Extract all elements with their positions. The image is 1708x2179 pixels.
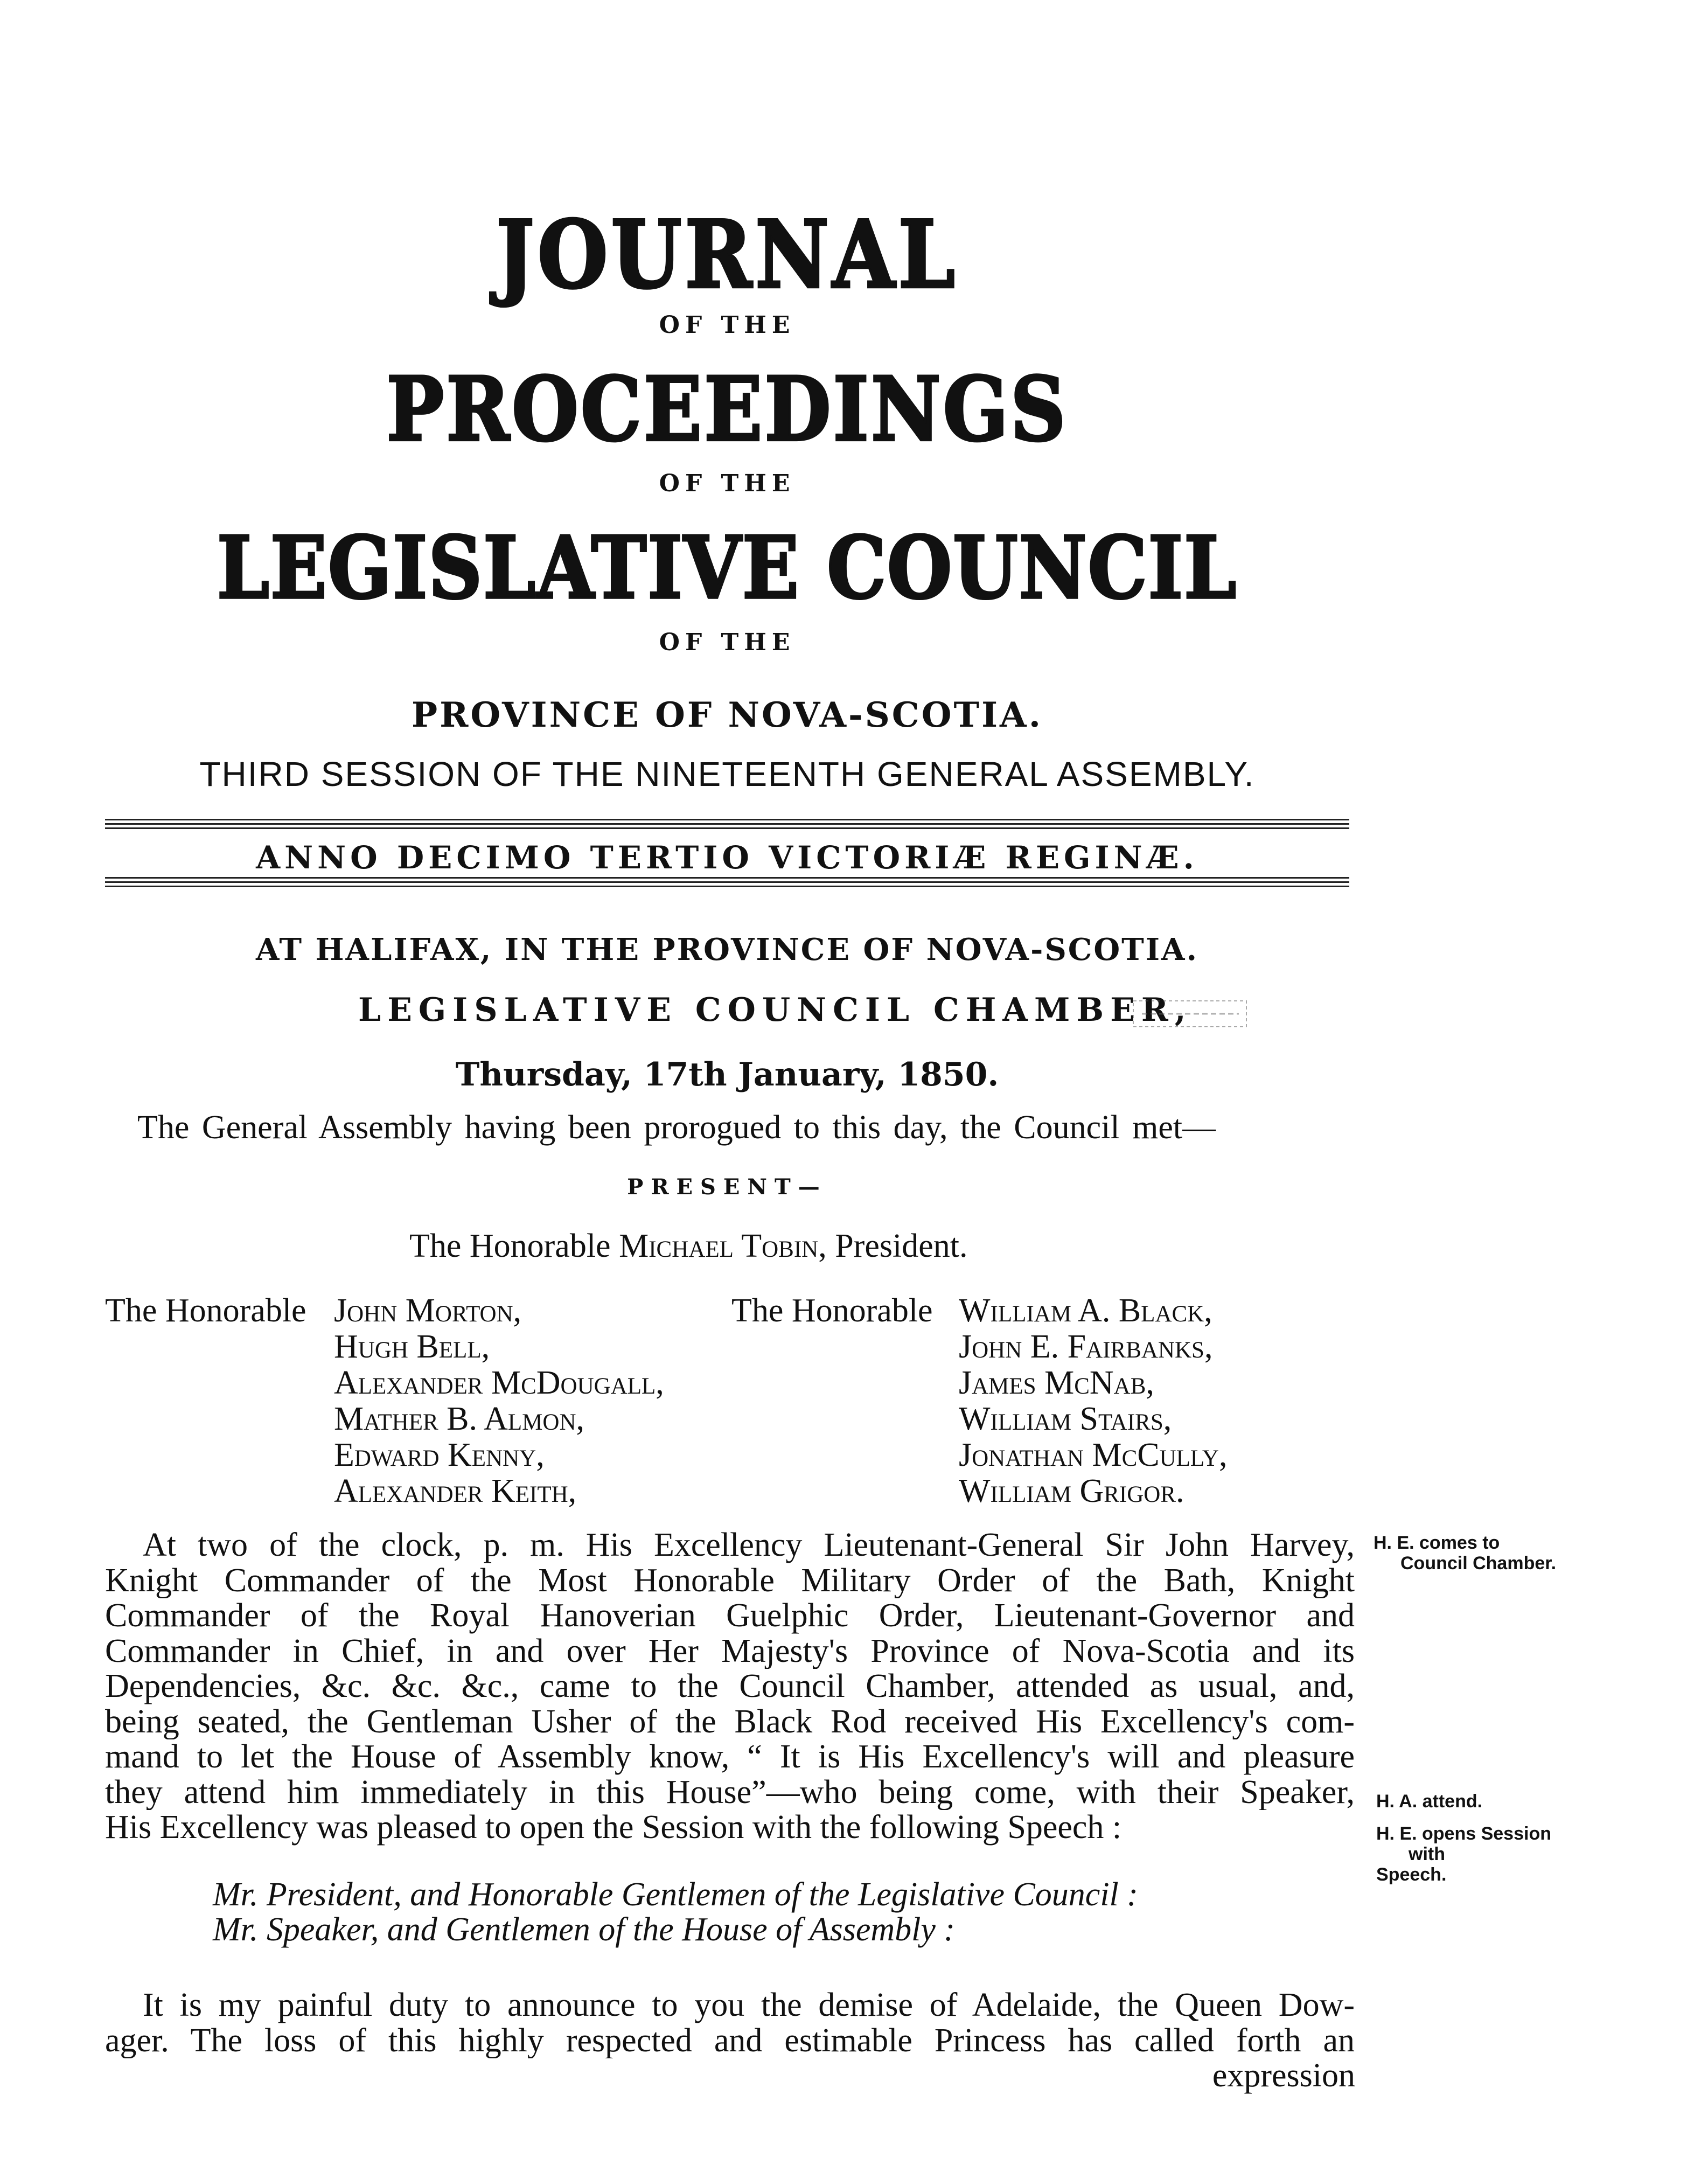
members-right-prefix: The Honorable [731, 1292, 933, 1329]
address-council: Mr. President, and Honorable Gentlemen of the Legislative Council : [213, 1876, 1138, 1913]
of-the-line-3: OF THE [659, 629, 796, 656]
place-heading: AT HALIFAX, IN THE PROVINCE OF NOVA-SCOTIA. [256, 932, 1198, 967]
members-right-list [959, 1293, 1227, 1509]
members-left-list [334, 1293, 664, 1509]
member-name: Hugh Bell, [334, 1328, 490, 1365]
province-heading: PROVINCE OF NOVA-SCOTIA. [412, 695, 1043, 735]
top-double-rule [105, 819, 1349, 832]
legislative-council-title: LEGISLATIVE COUNCIL [217, 517, 1238, 618]
paragraph-line: ager. The loss of this highly respected and estimable Princess has called forth an [105, 2023, 1355, 2058]
of-the-line-2: OF THE [659, 470, 796, 497]
paragraph-line: His Excellency was pleased to open the Session with the following Speech : [105, 1810, 1122, 1846]
anno-heading: ANNO DECIMO TERTIO VICTORIÆ REGINÆ. [256, 839, 1198, 876]
member-name: John E. Fairbanks, [959, 1328, 1213, 1365]
of-the-line-1: OF THE [659, 311, 796, 339]
paragraph-line: Commander in Chief, in and over Her Majesty's Province of Nova-Scotia and its [105, 1633, 1355, 1669]
address-assembly: Mr. Speaker, and Gentlemen of the House of Assembly : [213, 1911, 956, 1948]
paragraph-line: At two of the clock, p. m. His Excellency Lieutenant-General Sir John Harvey, [143, 1528, 1355, 1563]
margin-note-line: with [1409, 1844, 1445, 1864]
margin-note-line: H. E. opens Session [1376, 1823, 1551, 1844]
member-name: John Morton, [334, 1292, 522, 1329]
bottom-double-rule [105, 877, 1349, 890]
president-suffix: , President. [818, 1228, 968, 1264]
president-name: Michael Tobin [619, 1228, 819, 1264]
margin-note-comes-to-chamber [1374, 1533, 1556, 1574]
margin-note-line: Council Chamber. [1400, 1553, 1557, 1574]
president-prefix: The Honorable [409, 1228, 619, 1264]
margin-note-house-attends: H. A. attend. [1376, 1791, 1483, 1812]
paragraph-arrival [105, 1528, 1355, 1846]
members-left-prefix: The Honorable [105, 1292, 306, 1329]
president-line [409, 1227, 967, 1265]
date-heading: Thursday, 17th January, 1850. [455, 1056, 999, 1094]
margin-note-line: Speech. [1376, 1864, 1447, 1885]
member-name: William Grigor. [959, 1473, 1184, 1509]
present-label: PRESENT— [627, 1174, 827, 1200]
paragraph-line: mand to let the House of Assembly know, “ It is His Excellency's will and pleasure [105, 1739, 1355, 1775]
proceedings-title: PROCEEDINGS [386, 358, 1068, 461]
paragraph-line: Commander of the Royal Hanoverian Guelphic Order, Lieutenant-Governor and [105, 1598, 1355, 1634]
chamber-heading: LEGISLATIVE COUNCIL CHAMBER, [358, 991, 1193, 1029]
paragraph-line: It is my painful duty to announce to you the demise of Adelaide, the Queen Dow- [143, 1988, 1355, 2023]
faded-stamp-mark [1131, 998, 1250, 1030]
member-name: William A. Black, [959, 1292, 1212, 1329]
catchword: expression [1212, 2057, 1355, 2094]
member-name: Edward Kenny, [334, 1437, 545, 1473]
paragraph-line: being seated, the Gentleman Usher of the Black Rod received His Excellency's com- [105, 1704, 1355, 1739]
paragraph-line: Dependencies, &c. &c. &c., came to the Council Chamber, attended as usual, and, [105, 1669, 1355, 1704]
paragraph-speech [105, 1988, 1355, 2058]
member-name: Jonathan McCully, [959, 1437, 1228, 1473]
paragraph-line: they attend him immediately in this House”—who being come, with their Speaker, [105, 1774, 1355, 1810]
member-name: Alexander McDougall, [334, 1365, 664, 1401]
member-name: William Stairs, [959, 1401, 1172, 1437]
member-name: Mather B. Almon, [334, 1401, 584, 1437]
session-heading: THIRD SESSION OF THE NINETEENTH GENERAL ASSEMBLY. [199, 755, 1255, 793]
member-name: James McNab, [959, 1365, 1154, 1401]
paragraph-line: Knight Commander of the Most Honorable Military Order of the Bath, Knight [105, 1563, 1355, 1598]
journal-title: JOURNAL [496, 200, 959, 310]
member-name: Alexander Keith, [334, 1473, 577, 1509]
opening-line: The General Assembly having been prorogued to this day, the Council met— [137, 1109, 1216, 1146]
margin-note-opens-session [1376, 1823, 1551, 1885]
margin-note-line: H. E. comes to [1374, 1533, 1500, 1553]
